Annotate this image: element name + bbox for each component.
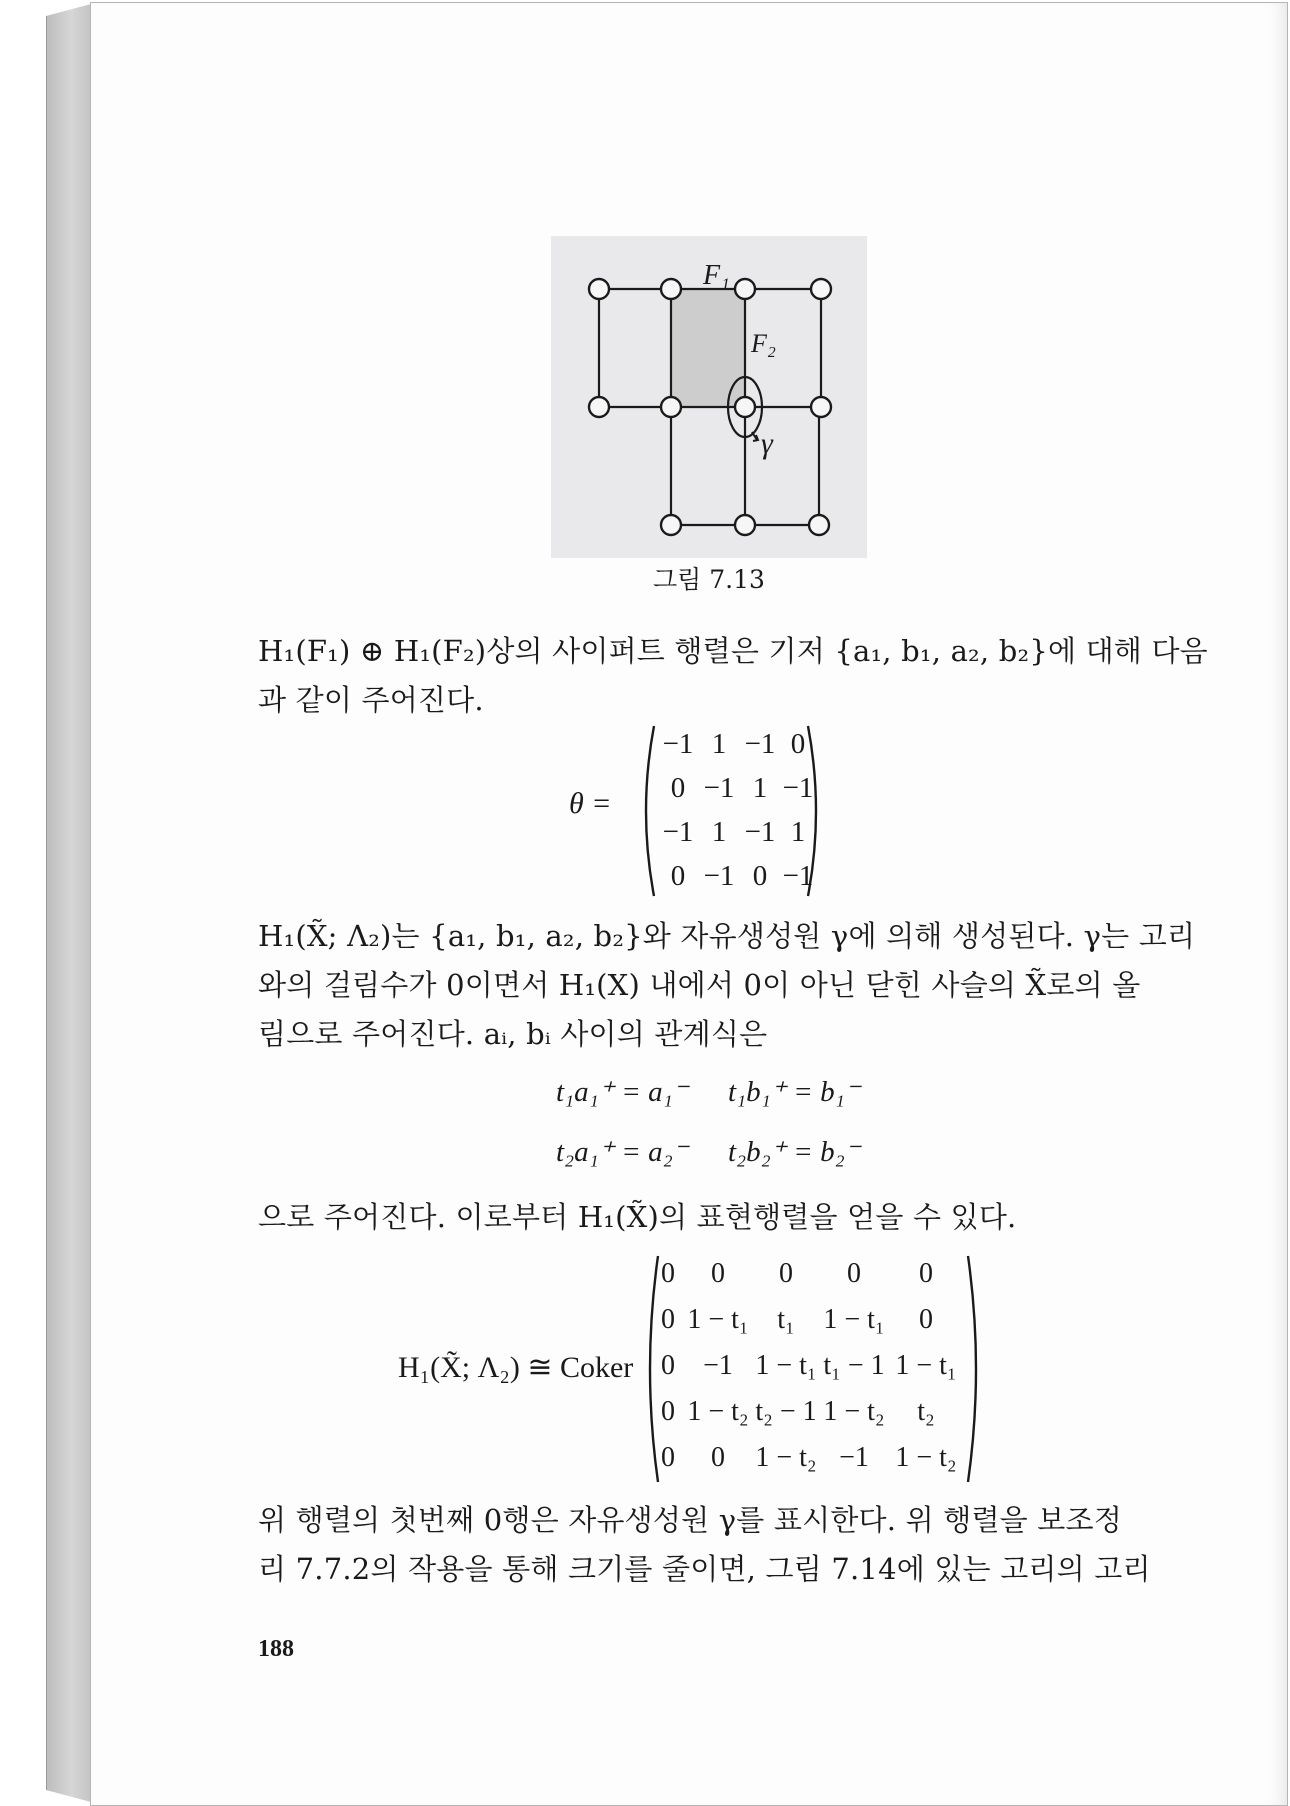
matrix-cell: −1 [782,860,814,892]
paragraph-2-line-2: 와의 걸림수가 0이면서 H₁(X) 내에서 0이 아닌 닫힌 사슬의 X̃로의 올 [258,968,1141,1002]
matrix-cell: 0 [790,728,806,760]
matrix-cell: 0 [752,860,768,892]
matrix-cell: 1 − t₂ [895,1442,957,1473]
matrix-cell: t₂ [917,1396,935,1427]
relation-2: t₁b₁⁺ = b₁⁻ [728,1076,860,1108]
paragraph-3 [258,1193,1148,1242]
matrix-cell: 0 [670,772,686,804]
vertex [735,515,755,535]
matrix-cell: 1 − t₂ [823,1396,885,1427]
paragraph-4 [258,1496,1151,1594]
matrix-cell: 0 [670,860,686,892]
matrix-cell: 1 [752,772,768,804]
vertex [661,397,681,417]
matrix-cell: −1 [839,1442,869,1473]
matrix-cell: −1 [703,1350,733,1381]
matrix-cell: 1 − t₂ [755,1442,817,1473]
matrix-cell: 0 [779,1258,793,1289]
paragraph-3-line-1: 으로 주어진다. 이로부터 H₁(X̃)의 표현행렬을 얻을 수 있다. [258,1200,1017,1234]
vertex [811,279,831,299]
paragraph-1-line-1: H₁(F₁) ⊕ H₁(F₂)상의 사이퍼트 행렬은 기저 {a₁, b₁, a₂, b₂}에 대해 다음 [258,634,1208,668]
vertex [811,397,831,417]
matrix-cell: 0 [661,1304,675,1335]
vertex [809,515,829,535]
matrix-cell: 1 [790,816,806,848]
grid-diagram [551,236,867,558]
coker-label: H₁(X̃; Λ₂) ≅ Coker [398,1351,634,1384]
matrix-cell: 1 − t₁ [755,1350,817,1381]
matrix-cell: 0 [711,1258,725,1289]
matrix-cell: 1 − t₁ [895,1350,957,1381]
vertex [735,397,755,417]
figure-caption: 그림 7.13 [653,565,765,594]
matrix-cell: t₁ − 1 [823,1350,885,1381]
relation-1: t₁a₁⁺ = a₁⁻ [556,1076,688,1108]
matrix-cell: 0 [661,1258,675,1289]
paragraph-1-line-2: 과 같이 주어진다. [258,683,484,717]
label-f2: F₂ [751,329,776,358]
paragraph-2 [258,912,1196,1059]
matrix-cell: 0 [919,1304,933,1335]
paragraph-2-line-3: 림으로 주어진다. aᵢ, bᵢ 사이의 관계식은 [258,1017,768,1051]
matrix-cell: 0 [661,1396,675,1427]
matrix-cell: −1 [662,816,694,848]
label-gamma: γ [761,427,773,460]
vertex [661,515,681,535]
presentation-matrix [646,1254,982,1484]
paragraph-2-line-1: H₁(X̃; Λ₂)는 {a₁, b₁, a₂, b₂}와 자유생성원 γ에 의해 생성된다. γ는 고리 [258,919,1196,953]
matrix-cell: 0 [711,1442,725,1473]
matrix-cell: t₂ − 1 [755,1396,817,1427]
matrix-cell: 0 [661,1350,675,1381]
matrix-cell: −1 [782,772,814,804]
seifert-matrix [640,724,822,898]
relation-4: t₂b₂⁺ = b₂⁻ [728,1136,860,1168]
book-spine [46,4,91,1802]
matrix-cell: 0 [847,1258,861,1289]
matrix-cell: t₁ [777,1304,795,1335]
label-f1: F₁ [703,260,730,291]
vertex [589,279,609,299]
matrix-cell: −1 [703,772,735,804]
matrix-cell: −1 [703,860,735,892]
matrix-cell: 0 [661,1442,675,1473]
matrix-cell: −1 [744,816,776,848]
vertex [661,279,681,299]
relation-3: t₂a₁⁺ = a₂⁻ [556,1136,688,1168]
vertex [589,397,609,417]
matrix-cell: −1 [662,728,694,760]
theta-label: θ = [569,787,612,820]
matrix-cell: 0 [919,1258,933,1289]
paragraph-4-line-1: 위 행렬의 첫번째 0행은 자유생성원 γ를 표시한다. 위 행렬을 보조정 [258,1503,1122,1537]
vertex [735,279,755,299]
paragraph-1 [258,627,1208,725]
paragraph-4-line-2: 리 7.7.2의 작용을 통해 크기를 줄이면, 그림 7.14에 있는 고리의 고리 [258,1552,1151,1586]
shaded-surface-f1 [671,289,745,407]
matrix-cell: 1 − t₂ [687,1396,749,1427]
matrix-cell: 1 − t₁ [823,1304,885,1335]
page-number: 188 [258,1636,294,1662]
matrix-cell: −1 [744,728,776,760]
matrix-cell: 1 [711,816,727,848]
matrix-cell: 1 [711,728,727,760]
matrix-cell: 1 − t₁ [687,1304,749,1335]
figure-7-13 [551,236,867,558]
